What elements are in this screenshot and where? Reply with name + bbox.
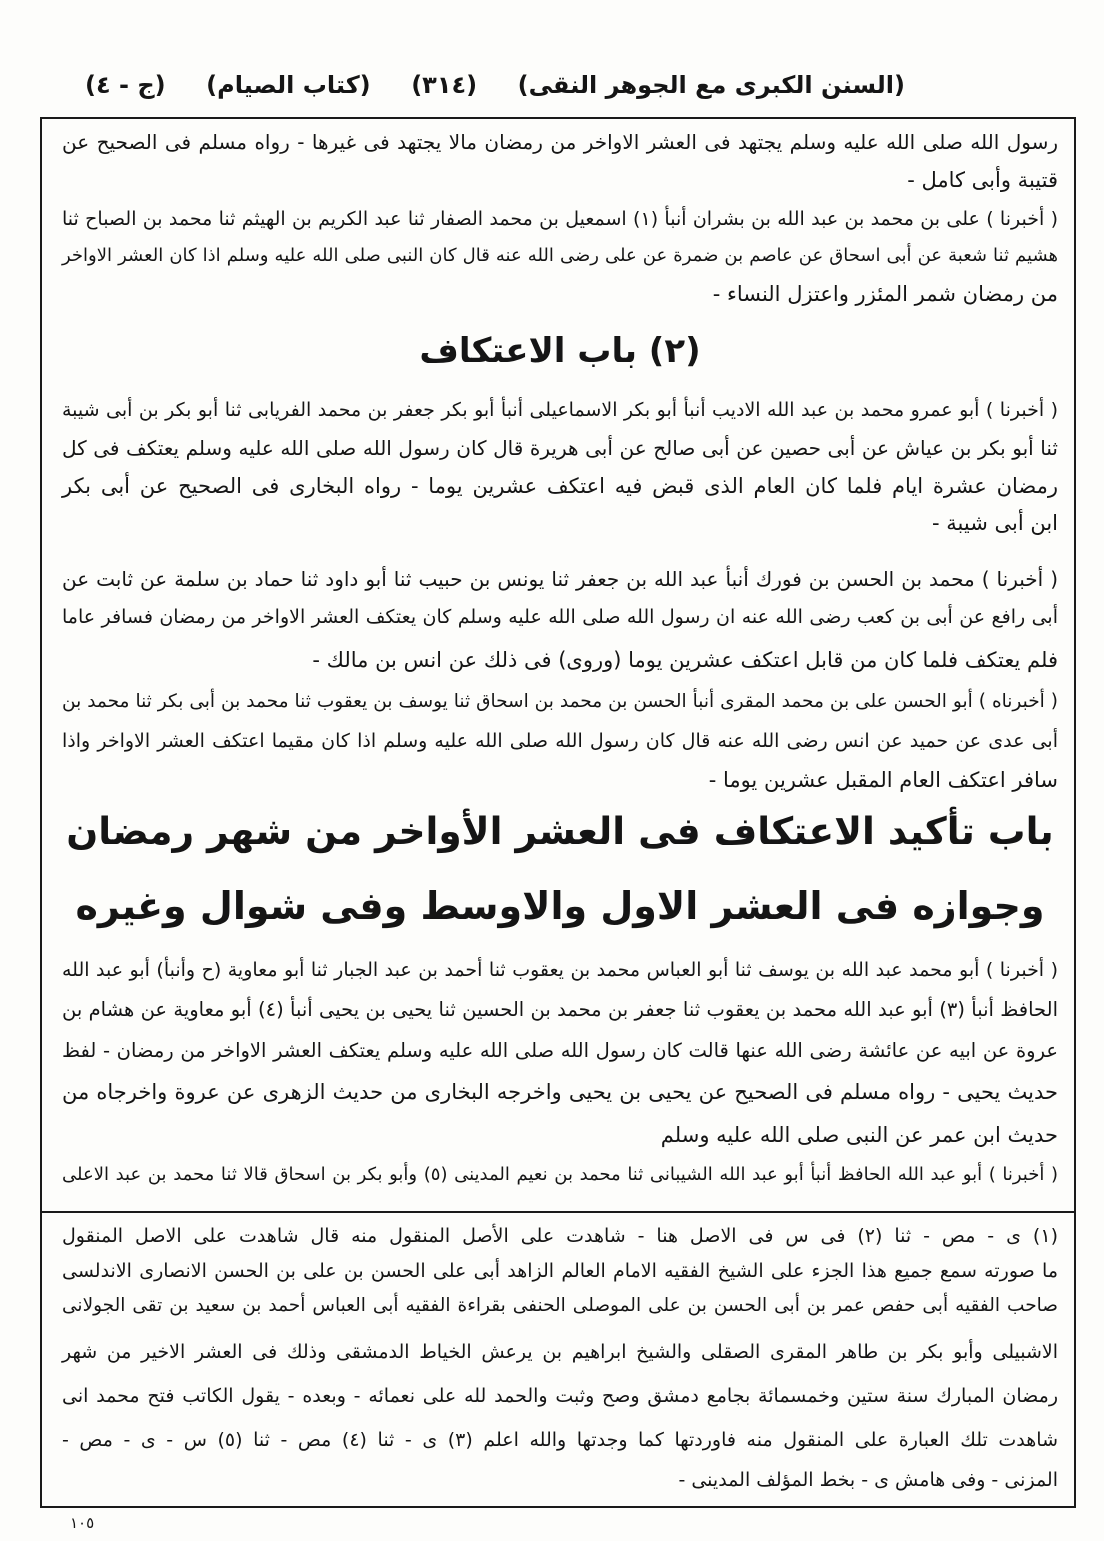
footnote-line: المزنى - وفى هامش ى - بخط المؤلف المدينى -	[678, 1469, 1058, 1491]
book-section: (كتاب الصيام)	[206, 71, 371, 99]
text-line: رمضان عشرة ايام فلما كان العام الذى قبض فيه اعتكف عشرين يوما - رواه البخارى فى الصحيح عن أبى بكر	[62, 474, 1058, 498]
footnote-line: شاهدت تلك العبارة على المنقول منه فاوردتها كما وجدتها والله اعلم (٣) ى - ثنا (٤) مص - ثنا (٥) س - ى - مص -	[62, 1429, 1058, 1451]
footnote-line: رمضان المبارك سنة ستين وخمسمائة بجامع دمشق وصح وثبت والحمد لله على نعمائه - وبعده - يقول الكاتب فتح محمد انى	[62, 1385, 1058, 1407]
footnote-line: الاشبيلى وأبو بكر بن طاهر المقرى الصقلى والشيخ ابراهيم بن يرعش الخياط الدمشقى وذلك فى العشر الاخير من شهر	[62, 1341, 1058, 1363]
footnote-line: ما صورته سمع جميع هذا الجزء على الشيخ الفقيه الامام العالم الزاهد أبى على الحسن بن على بن الحسن الانصارى الاندلسى	[62, 1260, 1058, 1282]
footnote-separator	[40, 1211, 1076, 1213]
volume-number: (ج - ٤)	[85, 71, 166, 99]
text-line: رسول الله صلى الله عليه وسلم يجتهد فى العشر الاواخر من رمضان مالا يجتهد فى غيرها - رواه مسلم فى الصحيح عن	[62, 130, 1058, 154]
text-line: سافر اعتكف العام المقبل عشرين يوما -	[708, 768, 1058, 792]
section-heading: باب تأكيد الاعتكاف فى العشر الأواخر من شهر رمضان	[66, 809, 1054, 853]
page-number: (٣١٤)	[411, 71, 478, 99]
text-line: قتيبة وأبى كامل -	[907, 168, 1058, 192]
text-line: ( أخبرنا ) أبو محمد عبد الله بن يوسف ثنا أبو العباس محمد بن يعقوب ثنا أحمد بن عبد الجبار ثنا أبو معاوية (ح وأنبأ) أبو عبد الله	[62, 959, 1058, 981]
text-line: ( أخبرنا ) أبو عبد الله الحافظ أنبأ أبو عبد الله الشيبانى ثنا محمد بن نعيم المدينى (٥) وأبو بكر بن اسحاق قالا ثنا محمد بن عبد الاعلى	[62, 1164, 1058, 1185]
text-line: فلم يعتكف فلما كان من قابل اعتكف عشرين يوما (وروى) فى ذلك عن انس بن مالك -	[312, 648, 1058, 672]
footnote-line: (١) ى - مص - ثنا (٢) فى س فى الاصل هنا - شاهدت على الأصل المنقول منه قال شاهدت على الاصل المنقول	[62, 1225, 1058, 1247]
section-heading: وجوازه فى العشر الاول والاوسط وفى شوال وغيره	[75, 884, 1045, 928]
text-line: ( أخبرنا ) على بن محمد بن عبد الله بن بشران أنبأ (١) اسمعيل بن محمد الصفار ثنا عبد الكريم بن الهيثم ثنا محمد بن الصباح ثنا	[62, 208, 1058, 230]
text-line: ابن أبى شيبة -	[932, 511, 1058, 535]
text-line: حديث يحيى - رواه مسلم فى الصحيح عن يحيى بن يحيى واخرجه البخارى من حديث الزهرى عن عروة واخرجاه من	[62, 1080, 1058, 1104]
text-line: هشيم ثنا شعبة عن أبى اسحاق عن عاصم بن ضمرة عن على رضى الله عنه قال كان النبى صلى الله عليه وسلم اذا كان العشر الاواخر	[62, 245, 1058, 266]
text-line: من رمضان شمر المئزر واعتزل النساء -	[712, 282, 1058, 306]
text-line: عروة عن ابيه عن عائشة رضى الله عنها قالت كان رسول الله صلى الله عليه وسلم يعتكف العشر الاواخر من رمضان - لفظ	[62, 1039, 1058, 1062]
text-line: ثنا أبو بكر بن عياش عن أبى حصين عن أبى صالح عن أبى هريرة قال كان رسول الله صلى الله عليه وسلم يعتكف فى كل	[62, 436, 1058, 460]
text-line: أبى رافع عن أبى بن كعب رضى الله عنه ان رسول الله صلى الله عليه وسلم كان يعتكف العشر الاواخر من رمضان فسافر عاما	[62, 606, 1058, 628]
running-header	[85, 64, 905, 106]
text-line: ( أخبرناه ) أبو الحسن على بن محمد المقرى أنبأ الحسن بن محمد بن اسحاق ثنا يوسف بن يعقوب ثنا محمد بن أبى بكر ثنا محمد بن	[62, 691, 1058, 712]
text-line: أبى عدى عن حميد عن انس رضى الله عنه قال كان رسول الله صلى الله عليه وسلم اذا كان مقيما اعتكف العشر الاواخر واذا	[62, 730, 1058, 752]
signature-mark: ١٠٥	[70, 1514, 95, 1532]
text-line: الحافظ أنبأ (٣) أبو عبد الله محمد بن يعقوب ثنا جعفر بن محمد بن الحسين ثنا يحيى بن يحيى أنبأ (٤) أبو معاوية عن هشام بن	[62, 998, 1058, 1021]
text-line: ( أخبرنا ) أبو عمرو محمد بن عبد الله الاديب أنبأ أبو بكر الاسماعيلى أنبأ أبو بكر جعفر بن محمد الفريابى ثنا أبو بكر بن أبى شيبة	[62, 399, 1058, 421]
section-heading: (٢) باب الاعتكاف	[419, 331, 701, 371]
running-title: (السنن الكبرى مع الجوهر النقى)	[517, 71, 905, 99]
text-line: حديث ابن عمر عن النبى صلى الله عليه وسلم	[660, 1123, 1058, 1147]
footnote-line: صاحب الفقيه أبى حفص عمر بن أبى الحسن بن على الموصلى الحنفى بقراءة الفقيه أبى العباس أحمد بن سعيد بن تقى الجولانى	[62, 1295, 1058, 1316]
text-line: ( أخبرنا ) محمد بن الحسن بن فورك أنبأ عبد الله بن جعفر ثنا يونس بن حبيب ثنا أبو داود ثنا حماد بن سلمة عن ثابت عن	[62, 567, 1058, 591]
